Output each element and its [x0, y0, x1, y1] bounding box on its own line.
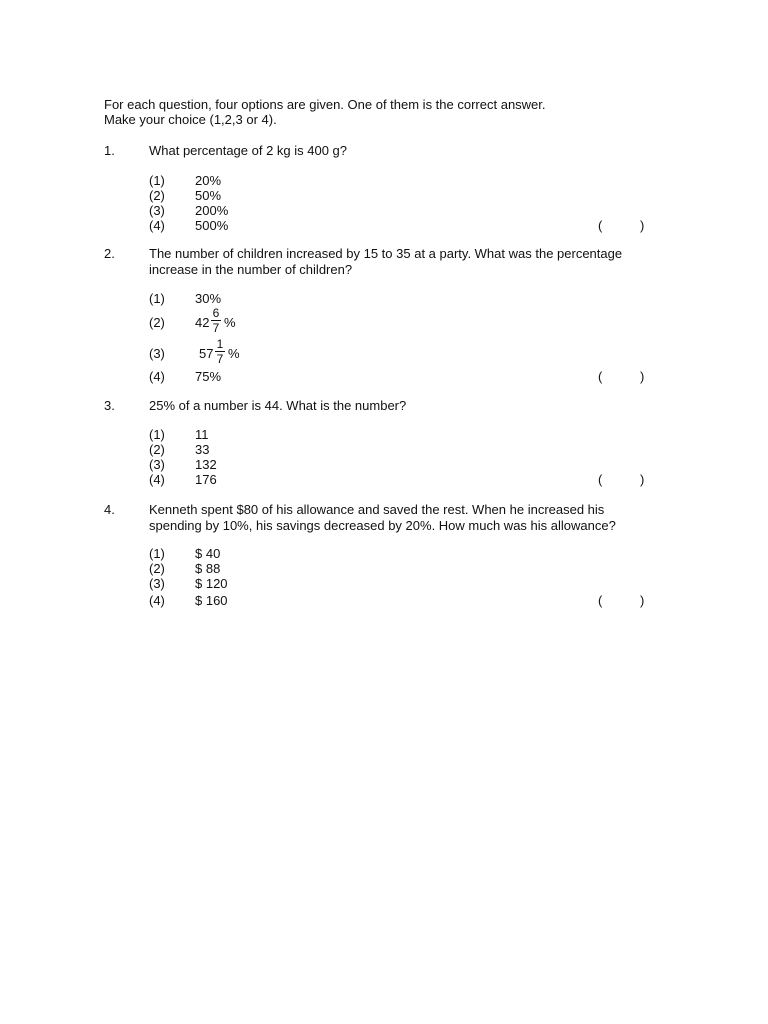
question-1-option-4 — [149, 218, 669, 233]
question-3-option-3 — [149, 457, 669, 472]
option-label: (1) — [149, 291, 165, 306]
option-value: 500% — [195, 218, 229, 233]
percent-sign: % — [224, 315, 236, 330]
percent-sign: % — [228, 346, 240, 361]
fraction — [211, 307, 221, 334]
option-label: (4) — [149, 472, 165, 487]
option-value: $ 40 — [195, 546, 221, 561]
question-2-text: The number of children increased by 15 to 35 at a party. What was the percentage increase in the number of children? — [149, 246, 623, 277]
option-label: (1) — [149, 173, 165, 188]
question-1-option-2 — [149, 188, 669, 203]
bracket-close: ) — [640, 369, 645, 384]
instructions-line-1: For each question, four options are given. One of them is the correct answer. — [104, 97, 546, 112]
question-4-option-4 — [149, 593, 669, 608]
fraction — [215, 338, 225, 365]
mixed-whole: 57 — [199, 346, 214, 361]
question-1-text: What percentage of 2 kg is 400 g? — [149, 143, 348, 158]
option-value: 176 — [195, 472, 217, 487]
question-2-option-1 — [149, 291, 669, 306]
bracket-open: ( — [598, 218, 603, 233]
bracket-open: ( — [598, 593, 603, 608]
bracket-close: ) — [640, 593, 645, 608]
question-3-text: 25% of a number is 44. What is the number? — [149, 398, 407, 413]
question-4-option-1 — [149, 546, 669, 561]
option-label: (3) — [149, 576, 165, 591]
question-1-option-1 — [149, 173, 669, 188]
bracket-close: ) — [640, 472, 645, 487]
question-3-option-2 — [149, 442, 669, 457]
option-label: (4) — [149, 218, 165, 233]
option-label: (3) — [149, 346, 165, 361]
question-2-option-3 — [149, 337, 669, 366]
question-2-option-4 — [149, 369, 669, 384]
option-label: (2) — [149, 188, 165, 203]
option-value: 30% — [195, 291, 222, 306]
option-label: (1) — [149, 427, 165, 442]
question-4-number: 4. — [104, 502, 115, 517]
option-label: (3) — [149, 457, 165, 472]
option-value: 75% — [195, 369, 222, 384]
bracket-close: ) — [640, 218, 645, 233]
option-value: $ 120 — [195, 576, 228, 591]
question-3-option-1 — [149, 427, 669, 442]
option-label: (4) — [149, 369, 165, 384]
option-value: 33 — [195, 442, 210, 457]
question-1-option-3 — [149, 203, 669, 218]
option-label: (2) — [149, 561, 165, 576]
question-4-option-2 — [149, 561, 669, 576]
question-3-number: 3. — [104, 398, 115, 413]
question-4-text: Kenneth spent $80 of his allowance and saved the rest. When he increased his spending by 10%, his savings decreased by 20%. How much was his allowance? — [149, 502, 616, 533]
option-value: 132 — [195, 457, 217, 472]
question-4-option-3 — [149, 576, 669, 591]
option-label: (1) — [149, 546, 165, 561]
fraction-denominator: 7 — [216, 352, 224, 366]
question-2-number: 2. — [104, 246, 115, 261]
option-value: 20% — [195, 173, 222, 188]
bracket-open: ( — [598, 369, 603, 384]
option-value: 50% — [195, 188, 222, 203]
option-label: (2) — [149, 315, 165, 330]
option-value: $ 160 — [195, 593, 228, 608]
option-label: (3) — [149, 203, 165, 218]
fraction-numerator: 6 — [212, 306, 220, 320]
bracket-open: ( — [598, 472, 603, 487]
mixed-whole: 42 — [195, 315, 210, 330]
option-value: $ 88 — [195, 561, 221, 576]
option-value: 200% — [195, 203, 229, 218]
question-2-option-2 — [149, 306, 669, 335]
option-label: (4) — [149, 593, 165, 608]
question-3-option-4 — [149, 472, 669, 487]
option-value: 11 — [195, 427, 209, 442]
fraction-denominator: 7 — [212, 321, 220, 335]
option-label: (2) — [149, 442, 165, 457]
question-1-number: 1. — [104, 143, 115, 158]
instructions-line-2: Make your choice (1,2,3 or 4). — [104, 112, 277, 127]
fraction-numerator: 1 — [216, 337, 224, 351]
